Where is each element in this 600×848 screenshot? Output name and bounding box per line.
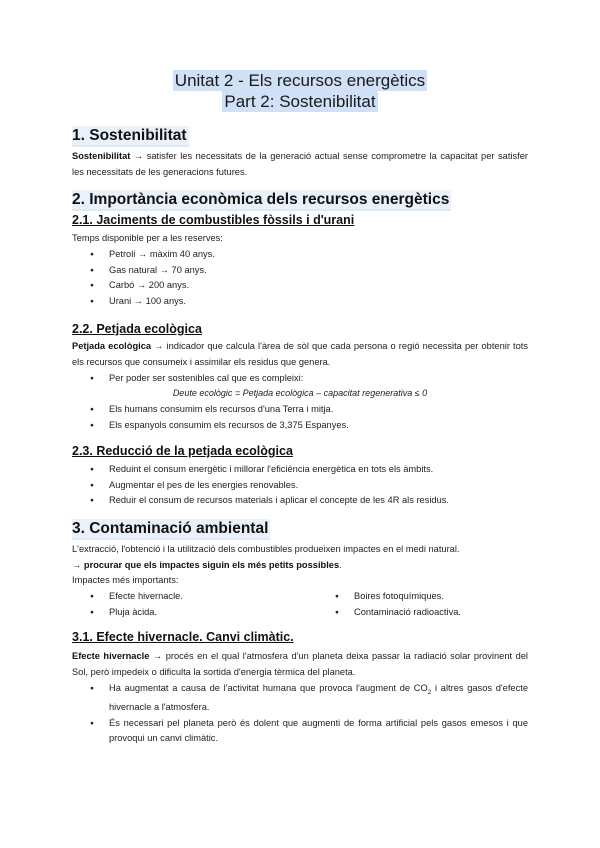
list-petjada-a <box>92 371 528 387</box>
heading-sostenibilitat: 1. Sostenibilitat <box>72 126 189 147</box>
def-petjada: → indicador que calcula l'àrea de sòl que cada persona o regió necessita per obtenir tots els recursos que consumeix i assimilar els residus que genera. <box>72 341 528 367</box>
paragraph-contaminacio <box>72 542 528 573</box>
item-text: i altres gasos d'efecte hivernacle a l'atmosfera. <box>109 683 528 713</box>
list-item: ● Augmentar el pes de les energies renovables. <box>92 478 528 494</box>
list-petjada-b <box>92 402 528 433</box>
term-petjada: Petjada ecològica <box>72 341 152 351</box>
item-text: Ha augmentat a causa de l'activitat humana que provoca l'augment de CO <box>109 683 428 693</box>
subheading-reduccio: 2.3. Reducció de la petjada ecològica <box>72 444 293 458</box>
subheading-efecte-hivernacle: 3.1. Efecte hivernacle. Canvi climàtic. <box>72 630 294 644</box>
subscript-2: 2 <box>427 688 432 696</box>
list-reduccio <box>92 462 528 509</box>
list-item: ● Reduint el consum energètic i millorar l'eficiència energètica en tots els àmbits. <box>92 462 528 478</box>
term-efecte-hivernacle: Efecte hivernacle <box>72 651 150 661</box>
term-sostenibilitat: Sostenibilitat <box>72 151 131 161</box>
list-item: ● Efecte hivernacle. <box>92 589 292 605</box>
document-title <box>0 70 600 112</box>
paragraph-efecte-hivernacle <box>72 649 528 680</box>
list-item: ● Els humans consumim els recursos d'una Terra i mitja. <box>92 402 528 418</box>
paragraph-petjada <box>72 339 528 370</box>
formula-deute-ecologic: Deute ecològic = Petjada ecològica – capacitat regenerativa ≤ 0 <box>172 388 428 398</box>
list-impactes-right <box>337 589 527 620</box>
subheading-petjada: 2.2. Petjada ecològica <box>72 322 202 336</box>
paragraph-sostenibilitat <box>72 149 528 180</box>
list-item: ● Contaminació radioactiva. <box>337 605 527 621</box>
arrow-text: → <box>72 559 84 570</box>
heading-importancia: 2. Importància econòmica dels recursos energètics <box>72 190 451 211</box>
subheading-jaciments: 2.1. Jaciments de combustibles fòssils i d'urani <box>72 213 355 227</box>
list-item <box>92 681 528 716</box>
list-item: ● Urani → 100 anys. <box>92 294 528 310</box>
list-item: ● Reduir el consum de recursos materials i aplicar el concepte de les 4R als residus. <box>92 493 528 509</box>
intro-impactes: Impactes més importants: <box>72 575 179 585</box>
heading-contaminacio: 3. Contaminació ambiental <box>72 519 270 540</box>
list-reserves <box>92 247 528 309</box>
list-item: ● Boires fotoquímiques. <box>337 589 527 605</box>
title-line-1: Unitat 2 - Els recursos energètics <box>174 71 426 90</box>
title-line-2: Part 2: Sostenibilitat <box>224 92 376 111</box>
list-item: ● Pluja àcida. <box>92 605 292 621</box>
list-item: ● És necessari pel planeta però és dolent que augmenti de forma artificial pels gasos emesos i que provoqui un canvi climàtic. <box>92 716 528 747</box>
intro-reserves: Temps disponible per a les reserves: <box>72 233 223 243</box>
list-item: ● Els espanyols consumim els recursos de 3,375 Espanyes. <box>92 418 528 434</box>
list-item: ● Gas natural → 70 anys. <box>92 263 528 279</box>
list-item: ● Per poder ser sostenibles cal que es compleixi: <box>92 371 528 387</box>
list-item: ● Carbó → 200 anys. <box>92 278 528 294</box>
list-item: ● Petroli → màxim 40 anys. <box>92 247 528 263</box>
def-sostenibilitat: → satisfer les necessitats de la generació actual sense comprometre la capacitat per satisfer les necessitats de les generacions futures. <box>72 151 528 177</box>
period: . <box>339 559 342 570</box>
text-contaminacio: L'extracció, l'obtenció i la utilització dels combustibles produeixen impactes en el medi natural. <box>72 544 460 554</box>
list-impactes-left <box>92 589 292 620</box>
def-efecte-hivernacle: → procés en el qual l'atmosfera d'un planeta deixa passar la radiació solar provinent del Sol, però impedeix o dificulta la sortida d'energia tèrmica del planeta. <box>72 651 528 677</box>
emphasis-impactes: procurar que els impactes siguin els més petits possibles <box>83 559 340 570</box>
list-efecte-hivernacle <box>92 681 528 747</box>
